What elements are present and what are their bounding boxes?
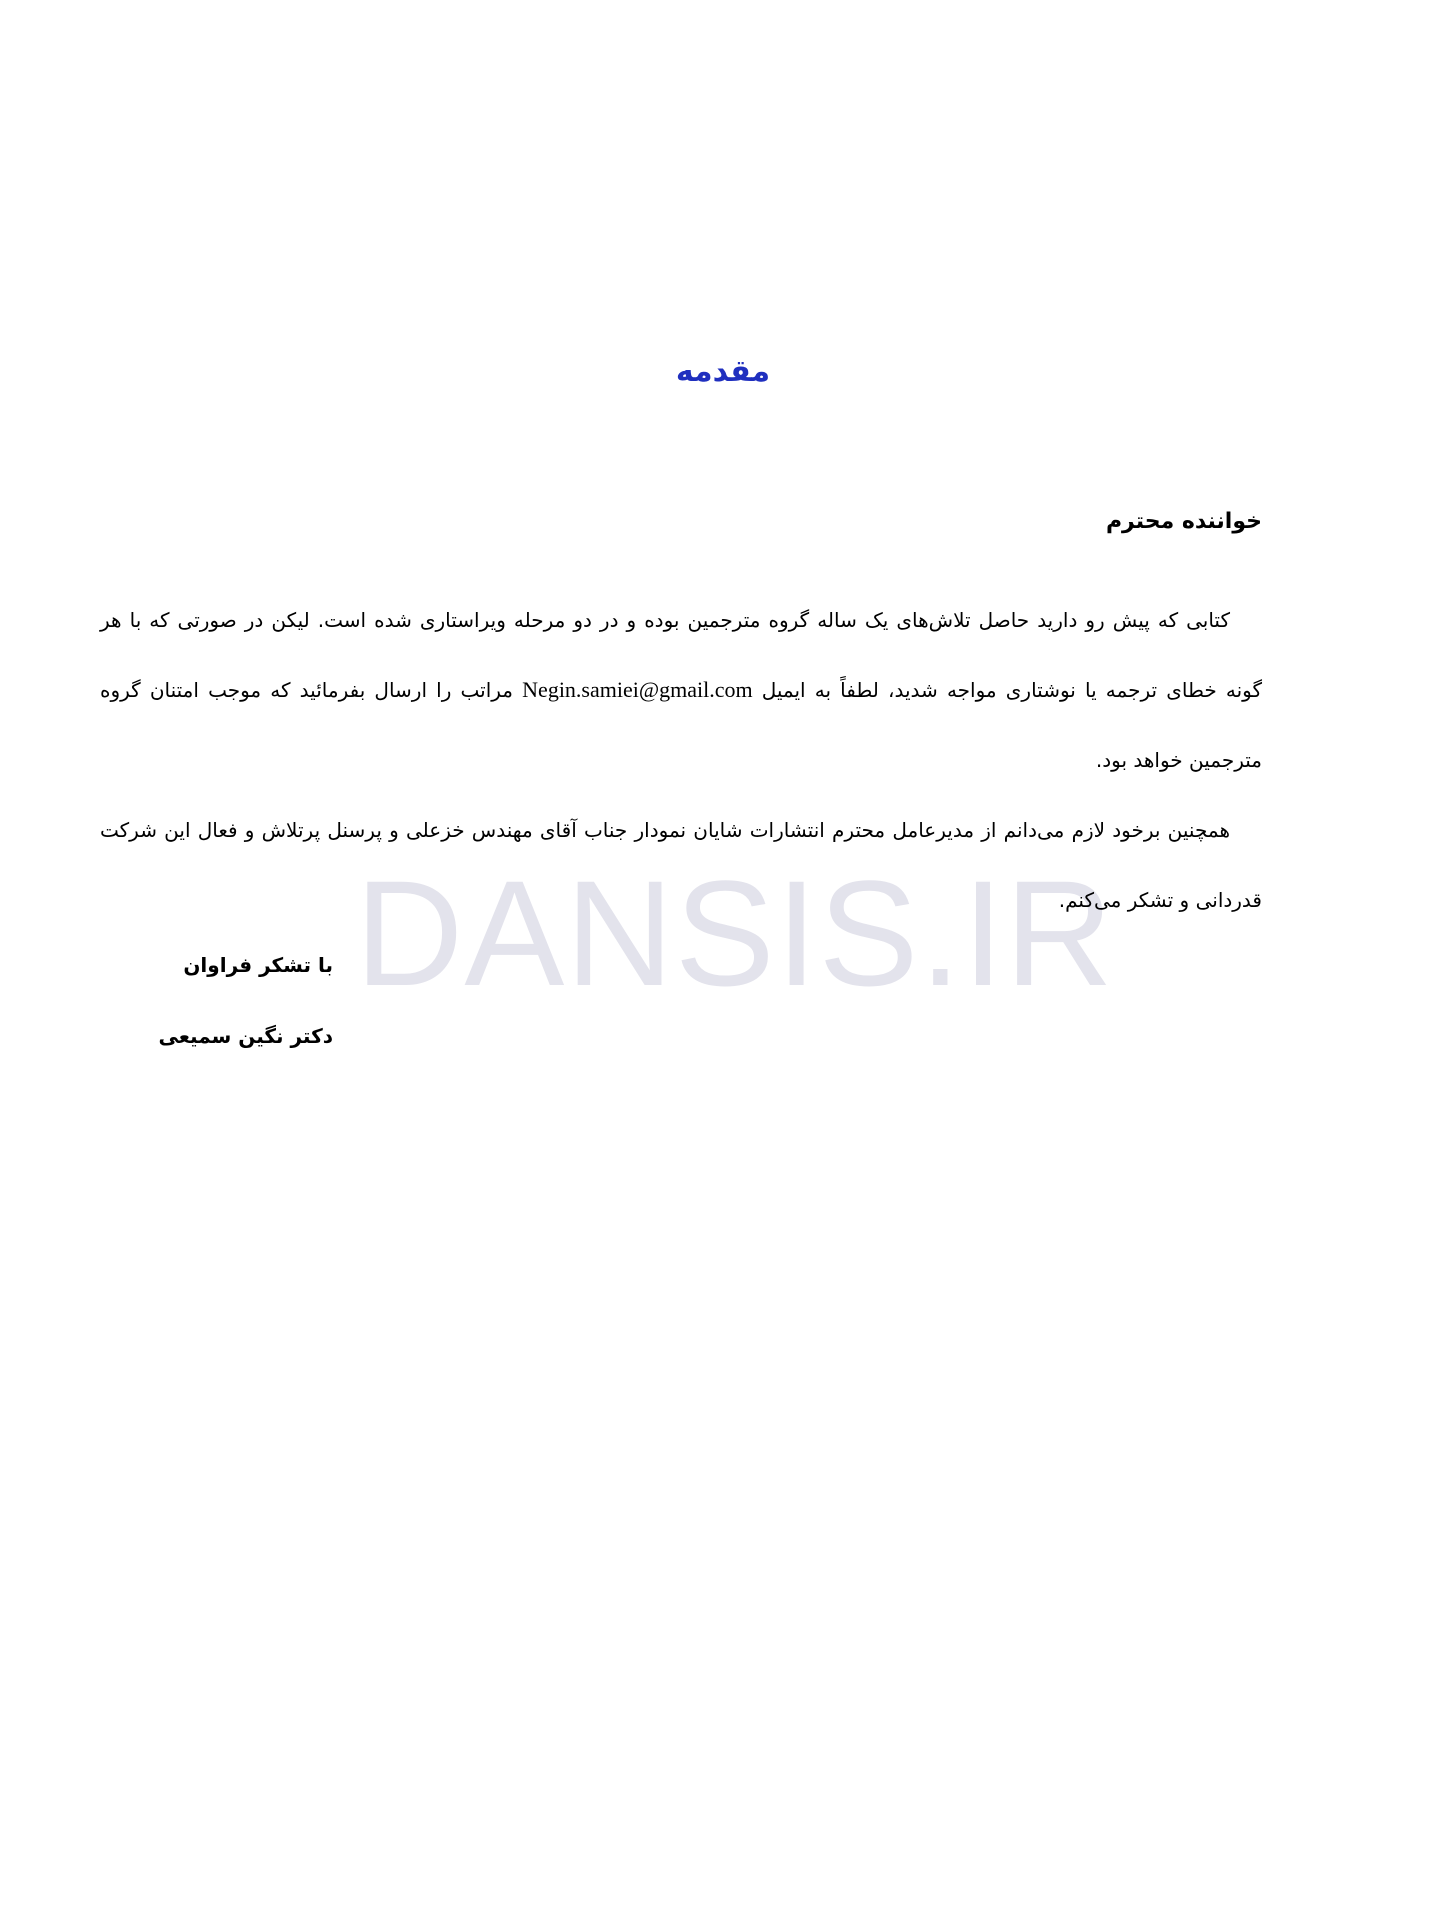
salutation: خواننده محترم xyxy=(1105,509,1262,534)
paragraph-thanks: همچنین برخود لازم می‌دانم از مدیرعامل محترم انتشارات شایان نمودار جناب آقای مهندس خزعلی و پرسنل پرتلاش و فعال این شرکت قدردانی و تشکر می‌کنم. xyxy=(100,818,1262,912)
paragraph-text-before-email: کتابی که پیش رو دارید حاصل تلاش‌های یک ساله گروه مترجمین بوده و در دو مرحله ویراستاری شده است. لیکن در صورتی که با هر گونه خطای ترجمه یا نوشتاری مواجه شدید، لطفاً به ایمیل xyxy=(100,608,1262,702)
watermark: DANSIS.IR xyxy=(355,849,1115,1017)
paragraph-acknowledgement-errors xyxy=(100,585,1262,795)
closing-thanks: با تشکر فراوان xyxy=(183,953,333,977)
page-title: مقدمه xyxy=(675,354,771,389)
email-address: Negin.samiei@gmail.com xyxy=(522,677,753,702)
paragraph-text-after-email: مراتب را ارسال بفرمائید که موجب امتنان گروه مترجمین خواهد بود. xyxy=(100,678,1262,772)
author-signature: دکتر نگین سمیعی xyxy=(158,1024,333,1048)
